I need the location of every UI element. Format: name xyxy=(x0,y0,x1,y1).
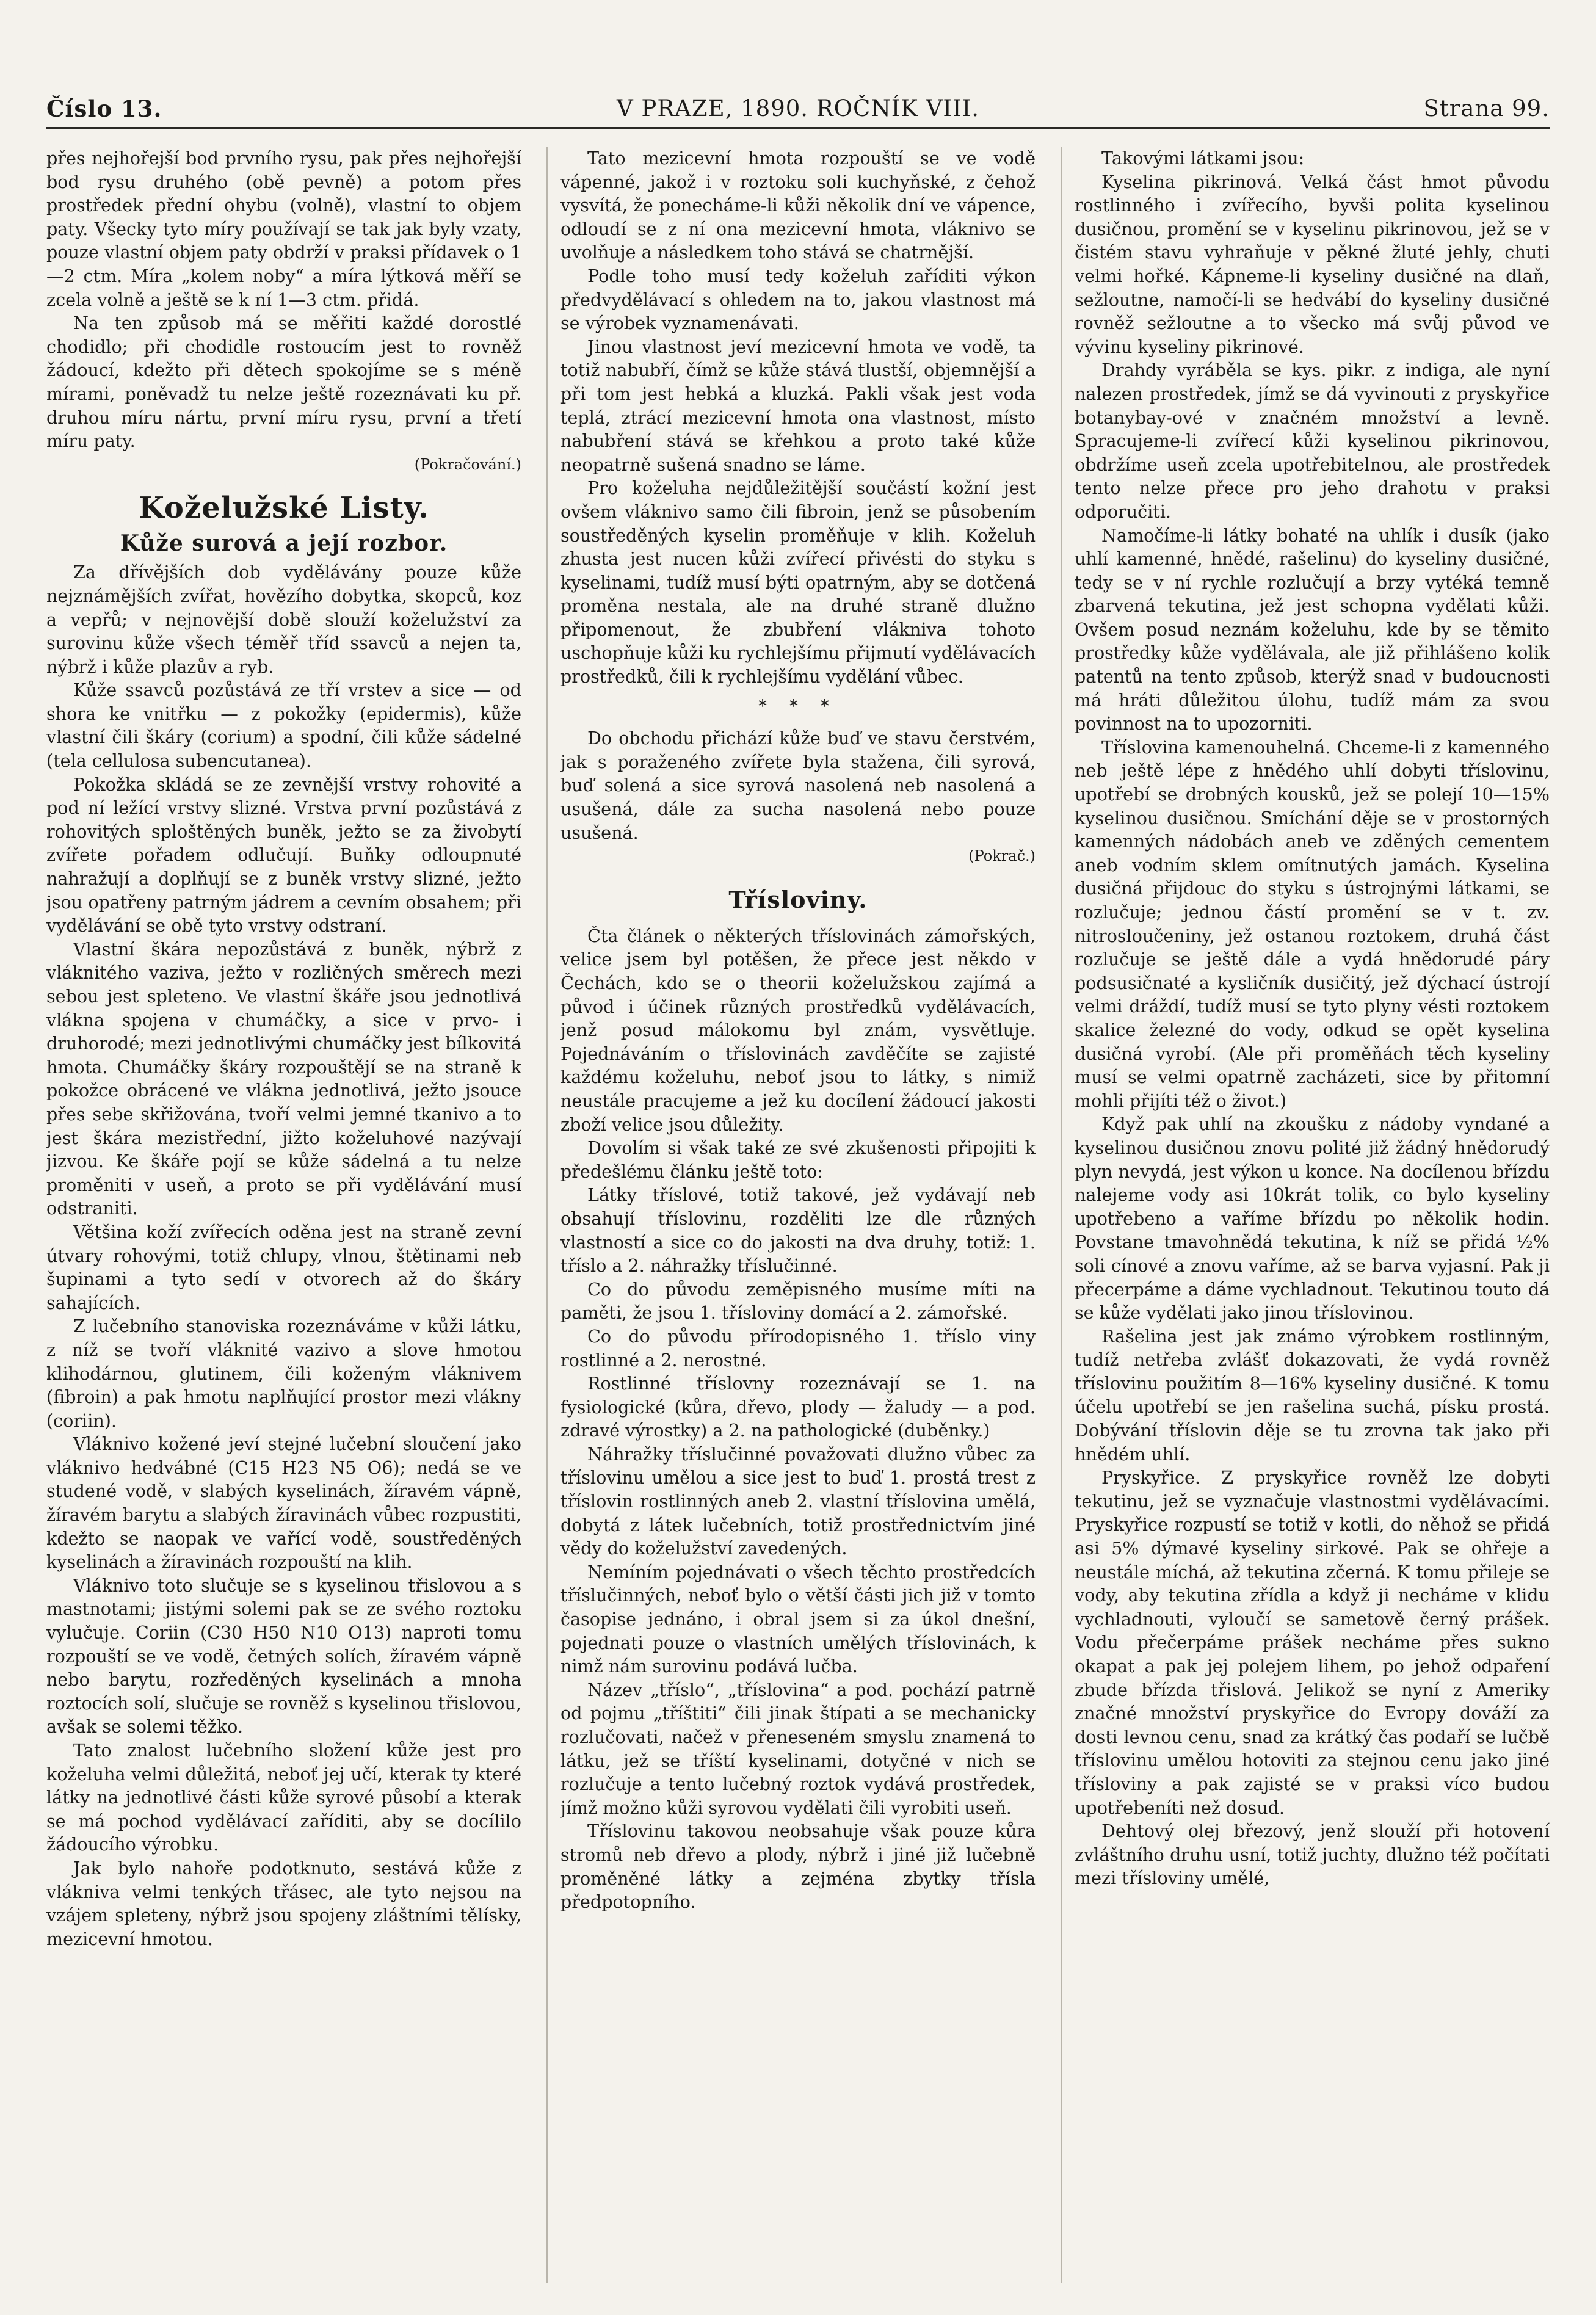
paragraph: Do obchodu přichází kůže buď ve stavu čerstvém, jak s poraženého zvířete byla stažena, čili syrová, buď solená a sice syrová nasolená neb nasolená a usušená, dále za sucha nasolená nebo pouze usušená. xyxy=(560,728,1036,843)
column-1 xyxy=(46,147,521,2295)
paragraph: Vlastní škára nepozůstává z buněk, nýbrž z vláknitého vaziva, ježto v rozličných směrech mezi sebou jest spleteno. Ve vlastní škáře jsou jednotlivá vlákna spojena v chumáčky, a sice v prvo- i druhorodé; mezi jednotlivými chumáčky jest bílkovitá hmota. Chumáčky škáry rozpouštějí se na straně k pokožce obrácené ve vlákna jednotlivá, ježto jsouce přes sebe skřižována, tvoří velmi jemné tkanivo a to jest škára mezistřední, jižto koželuhové nazývají jizvou. Ke škáře pojí se kůže sádelná a tu nelze proměniti v useň, a proto se při vydělávání musí odstraniti. xyxy=(46,938,521,1219)
paragraph: Rostlinné tříslovny rozeznávají se 1. na fysiologické (kůra, dřevo, plody — žaludy — a pod. zdravé výrostky) a 2. na pathologické (duběnky.) xyxy=(560,1373,1036,1441)
paragraph: Kůže ssavců pozůstává ze tří vrstev a sice — od shora ke vnitřku — z pokožky (epidermis), kůže vlastní čili škáry (corium) a spodní, čili kůže sádelné (tela cellulosa subencutanea). xyxy=(46,679,521,772)
paragraph: Pro koželuha nejdůležitější součástí kožní jest ovšem vláknivo samo čili fibroin, jenž se působením soustředěných kyselin proměňuje v klih. Koželuh zhusta jest nucen kůži zvířecí přivésti do styku s kyselinami, tudíž musí býti opatrným, aby se dotčená proměna nestala, ale na druhé straně dlužno připomenout, že zbubření vlákniva tohoto uschopňuje kůži ku rychlejšímu přijmutí vydělávacích prostředků, čili k rychlejšímu vydělání vůbec. xyxy=(560,477,1036,687)
paragraph: Když pak uhlí na zkoušku z nádoby vyndané a kyselinou dusičnou znovu polité již žádný hnědorudý plyn nevydá, jest výkon u konce. Na docílenou břízdu nalejeme vody asi 10krát tolik, co bylo kyseliny upotřebeno a vaříme břízdu po několik hodin. Povstane tmavohnědá tekutina, k níž se přidá ½% soli cínové a znovu vaříme, až se barva vyjasní. Pak ji přecerpáme a dáme vychladnout. Tekutinou touto dá se kůže vydělati jako jinou tříslovinou. xyxy=(1075,1114,1550,1324)
paragraph: Vláknivo kožené jeví stejné lučební sloučení jako vláknivo hedvábné (C15 H23 N5 O6); nedá se ve studené vodě, v slabých kyselinách, žíravém vápně, žíravém barytu a slabých žíravinách vůbec rozpustiti, kdežto se naopak ve vařící vodě, soustředěných kyselinách a žíravinách rozpouští na klih. xyxy=(46,1433,521,1573)
continuation-note: (Pokrač.) xyxy=(968,847,1036,865)
paragraph: Nemíním pojednávati o všech těchto prostředcích tříslučinných, neboť bylo o větší části jich již v tomto časopise jednáno, i obral jsem si za úkol dnešní, pojednati pouze o vlastních umělých tříslovinách, k nimž nám surovinu podává lučba. xyxy=(560,1561,1036,1677)
paragraph: Za dřívějších dob vydělávány pouze kůže nejznámějších zvířat, hovězího dobytka, skopců, koz a vepřů; v nejnovější době slouží koželužství za surovinu kůže všech téměř tříd ssavců a nejen ta, nýbrž i kůže plazův a ryb. xyxy=(46,562,521,677)
paragraph: Název „tříslo“, „tříslovina“ a pod. pochází patrně od pojmu „tříštiti“ čili jinak štípati a se mechanicky rozlučovati, načež v přeneseném smyslu znamená to látku, jež se tříští kyselinami, dotyčné v nich se rozlučuje a tento lučebný roztok vydává prostředek, jímž možno kůži syrovou vydělati čili vyrobiti useň. xyxy=(560,1679,1036,1818)
page-number: Strana 99. xyxy=(1423,95,1550,121)
paragraph: Dovolím si však také ze své zkušenosti připojiti k předešlému článku ještě toto: xyxy=(560,1137,1036,1182)
place-date-volume: V PRAZE, 1890. ROČNÍK VIII. xyxy=(616,95,980,121)
article-title: Třísloviny. xyxy=(728,885,868,913)
paragraph: Čta článek o některých tříslovinách zámořských, velice jsem byl potěšen, že přece jest někdo v Čechách, kdo se o theorii koželužskou zajímá a původ i účinek různých prostředků vydělávacích, jenž posud málokomu byl znám, vysvětluje. Pojednáváním o tříslovinách zavděčíte se zajisté každému koželuhu, neboť jsou to látky, s nimiž neustále pracujeme a jež ku docílení žádoucí jakosti zboží velice jsou důležity. xyxy=(560,925,1036,1135)
paragraph: Vláknivo toto slučuje se s kyselinou třislovou a s mastnotami; jistými solemi pak se ze svého roztoku vylučuje. Coriin (C30 H50 N10 O13) naproti tomu rozpouští se ve vodě, četných solích, žíravém vápně nebo barytu, rozředěných kyselinách a mnoha roztocích solí, slučuje se rovněž s kyselinou třislovou, avšak se solemi těžko. xyxy=(46,1574,521,1737)
paragraph: Namočíme-li látky bohaté na uhlík i dusík (jako uhlí kamenné, hnědé, rašelinu) do kyseliny dusičné, tedy se v ní rychle rozlučují a brzy vytéká temně zbarvená tekutina, jež jest schopna vydělati kůži. Ovšem posud neznám koželuhu, kde by se těmito prostředky kůže vydělávala, ale již přihlášeno kolik patentů na tento způsob, kterýž snad v budoucnosti má hráti důležitou úlohu, tudíž mám za svou povinnost na to upozorniti. xyxy=(1075,524,1550,734)
paragraph: Jak bylo nahoře podotknuto, sestává kůže z vlákniva velmi tenkých třásec, ale tyto nejsou na vzájem spleteny, nýbrž jsou spojeny zláštními tělísky, mezicevní hmotou. xyxy=(46,1857,521,1949)
paragraph: Takovými látkami jsou: xyxy=(1101,148,1305,168)
paragraph: Dehtový olej březový, jenž slouží při hotovení zvláštního druhu usní, totiž juchty, dlužno též počítati mezi třísloviny umělé, xyxy=(1075,1820,1550,1889)
paragraph: Látky tříslové, totiž takové, jež vydávají neb obsahují tříslovinu, rozděliti lze dle různých vlastností a sice co do jakosti na dva druhy, totiž: 1. tříslo a 2. náhražky tříslučinné. xyxy=(560,1184,1036,1277)
paragraph: Tříslovinu takovou neobsahuje však pouze kůra stromů neb dřevo a plody, nýbrž i jiné již lučebně proměněné látky a zejména zbytky třísla předpotopního. xyxy=(560,1820,1036,1913)
paragraph: Co do původu zeměpisného musíme míti na paměti, že jsou 1. třísloviny domácí a 2. zámořské. xyxy=(560,1278,1036,1324)
column-divider xyxy=(1061,147,1062,2283)
issue-number: Číslo 13. xyxy=(46,95,162,122)
page-header xyxy=(46,89,1550,129)
paragraph: Většina koží zvířecích oděna jest na straně zevní útvary rohovými, totiž chlupy, vlnou, štětinami neb šupinami a tyto sedí v otvorech až do škáry sahajících. xyxy=(46,1221,521,1313)
paragraph: Jinou vlastnost jeví mezicevní hmota ve vodě, ta totiž nabubří, čímž se kůže stává tlustší, objemnější a při tom jest hebká a kluzká. Pakli však jest voda teplá, ztrácí mezicevní hmota ona vlastnost, místo nabubření stává se křehkou a proto také kůže neopatrně sušená snadno se láme. xyxy=(560,336,1036,475)
paragraph: Tato znalost lučebního složení kůže jest pro koželuha velmi důležitá, neboť jej učí, kterak ty které látky na jednotlivé části kůže syrové působí a kterak se má pochod vydělávací zaříditi, aby se docílilo žádoucího výrobku. xyxy=(46,1740,521,1855)
article-title: Kůže surová a její rozbor. xyxy=(120,531,448,557)
paragraph: Kyselina pikrinová. Velká část hmot původu rostlinného i zvířecího, byvši polita kyselinou dusičnou, promění se v kyselinu pikrinovou, jež se v čistém stavu vyhraňuje v pěkné žluté jehly, chuti velmi hořké. Kápneme-li kyseliny dusičné na dlaň, sežloutne, namočí-li se hedvábí do kyseliny dusičné rovněž sežloutne a to všecko má svůj původ ve vývinu kyseliny pikrinové. xyxy=(1075,171,1550,357)
paragraph: Tříslovina kamenouhelná. Chceme-li z kamenného neb ještě lépe z hnědého uhlí dobyti tříslovinu, upotřebí se drobných kousků, jež se polejí 10—15% kyselinou dusičnou. Smíchání děje se v prostorných kamenných nádobách aneb ve zděných cementem aneb vodním sklem omítnutých jamách. Kyselina dusičná přijdouc do styku s ústrojnými látkami, se rozlučuje; jednou částí promění se v t. zv. nitrosloučeniny, jež ostanou roztokem, druhá část rozlučuje se ještě dále a vydá hnědorudé páry podsusičnaté a kysličník dusičitý, jež dýchací ústrojí velmi dráždí, tudíž musí se tyto plyny vésti roztokem skalice železné do vody, odkud se opět kyselina dusičná vyrobí. (Ale při proměňách těch kyseliny musí se velmi opatrně zacházeti, sice by přitomní mohli přijíti též o život.) xyxy=(1075,736,1550,1111)
paragraph: Pokožka skládá se ze zevnější vrstvy rohovité a pod ní ležící vrstvy slizné. Vrstva první pozůstává z rohovitých sploštěných buněk, ježto se za živobytí zvířete pořadem odlučují. Buňky odloupnuté nahražují a doplňují se z buněk vrstvy slizné, ježto jsou opatřeny patrným jádrem a cevním obsahem; při vydělávání se obě tyto vrstvy odstraní. xyxy=(46,773,521,937)
section-separator: * * * xyxy=(758,695,838,716)
column-2 xyxy=(560,147,1036,2295)
paragraph: Drahdy vyráběla se kys. pikr. z indiga, ale nyní nalezen prostředek, jímž se dá vyvinouti z pryskyřice botanybay-ové v značném množství a levně. Spracujeme-li zvířecí kůži kyselinou pikrinovou, obdržíme useň zcela upotřebitelnou, ale prostředek tento nelze přece pro jeho drahotu v praksi odporučiti. xyxy=(1075,360,1550,522)
paragraph: přes nejhořejší bod prvního rysu, pak přes nejhořejší bod rysu druhého (obě pevně) a potom přes prostředek přední ohybu (volně), vlastní to objem paty. Všecky tyto míry používají se tak jak byly vzaty, pouze vlastní objem paty obdrží v praksi přídavek o 1—2 ctm. Míra „kolem noby“ a míra lýtková měří se zcela volně a ještě se k ní 1—3 ctm. přidá. xyxy=(46,148,521,310)
paragraph: Rašelina jest jak známo výrobkem rostlinným, tudíž netřeba zvlášť dokazovati, že vydá rovněž tříslovinu použitím 8—16% kyseliny dusičné. K tomu účelu upotřebí se jen rašelina suchá, písku prostá. Dobývání tříslovin děje se tu zrovna tak jako při hnědém uhlí. xyxy=(1075,1325,1550,1465)
paragraph: Co do původu přírodopisného 1. tříslo viny rostlinné a 2. nerostné. xyxy=(560,1325,1036,1371)
paragraph: Z lučebního stanoviska rozeznáváme v kůži látku, z níž se tvoří vláknité vazivo a slove hmotou klihodárnou, glutinem, čili koženým vláknivem (fibroin) a pak hmotu naplňující prostor mezi vlákny (coriin). xyxy=(46,1316,521,1431)
paragraph: Pryskyřice. Z pryskyřice rovněž lze dobyti tekutinu, jež se vyznačuje vlastnostmi vydělávacími. Pryskyřice rozpustí se totiž v kotli, do něhož se přidá asi 5% dýmavé kyseliny sirkové. Pak se ohřeje a neustále míchá, až tekutina zčerná. K tomu přileje se vody, aby tekutina zřídla a když ji necháme v klidu vychladnouti, vyloučí se sametově černý prášek. Vodu přečerpáme prášek necháme přes sukno okapat a pak jej polejem lihem, po jehož odpaření zbude břízda třislová. Jelikož se nyní z Ameriky značné množství pryskyřice do Evropy dováží za dosti levnou cenu, snad za krátký čas podaří se lučbě tříslovinu umělou hotoviti za stejnou cenu jako jiné třísloviny a pak zajisté se v praksi víco budou upotřebeníti než dosud. xyxy=(1075,1467,1550,1818)
paragraph: Podle toho musí tedy koželuh zaříditi výkon předvydělávací s ohledem na to, jakou vlastnost má se výrobek vyznamenávati. xyxy=(560,265,1036,334)
paragraph: Na ten způsob má se měřiti každé dorostlé chodidlo; při chodidle rostoucím jest to rovněž žádoucí, kdežto při dětech spokojíme se s méně mírami, poněvadž tu nelze ještě rozeznávati ku př. druhou míru nártu, první míru rysu, první a třetí míru paty. xyxy=(46,313,521,452)
continuation-note: (Pokračování.) xyxy=(414,455,521,473)
paragraph: Náhražky tříslučinné považovati dlužno vůbec za tříslovinu umělou a sice jest to buď 1. prostá trest z tříslovin rostlinných aneb 2. vlastní tříslovina umělá, dobytá z látek lučebních, totiž prostřednictvím jiné vědy do koželužství zavedených. xyxy=(560,1443,1036,1559)
column-divider xyxy=(546,147,548,2283)
section-title: Koželužské Listy. xyxy=(139,491,429,526)
paragraph: Tato mezicevní hmota rozpouští se ve vodě vápenné, jakož i v roztoku soli kuchyňské, z čehož vysvítá, že ponecháme-li kůži několik dní ve vápence, odloudí se z ní ona mezicevní hmota, vláknivo se uvolňuje a následkem toho stává se chatrnější. xyxy=(560,148,1036,263)
column-3 xyxy=(1075,147,1550,2295)
